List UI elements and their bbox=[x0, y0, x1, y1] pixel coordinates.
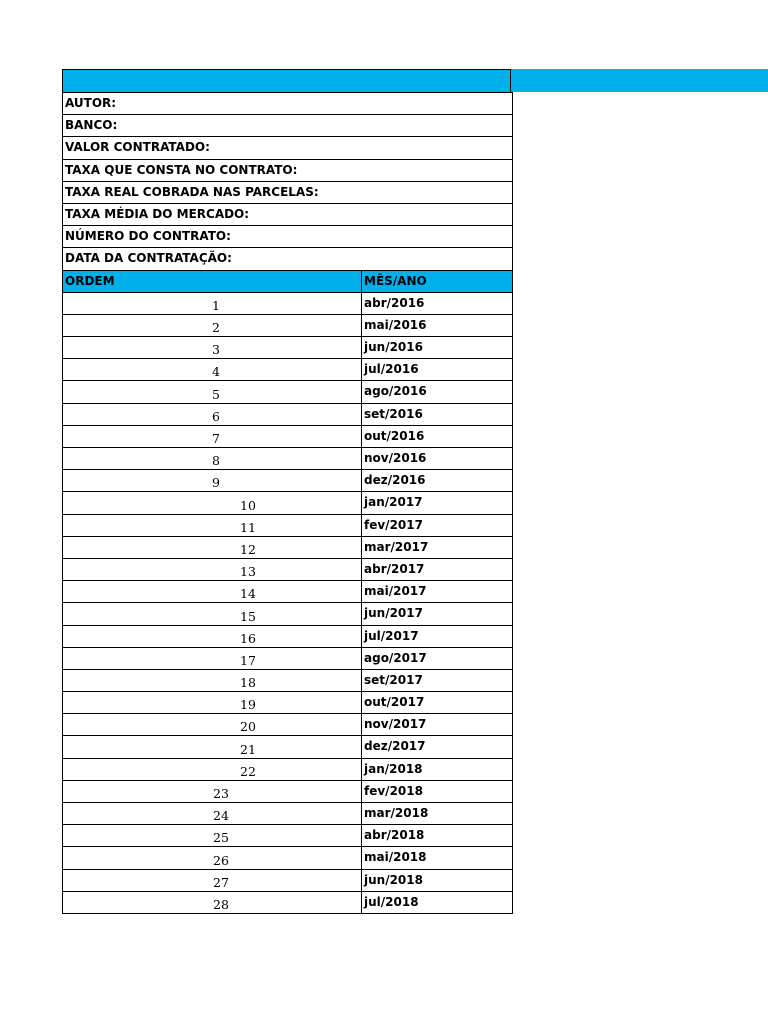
ordem-value: 1 bbox=[212, 297, 220, 313]
ordem-value: 9 bbox=[212, 475, 220, 491]
info-label-data-contratacao[interactable]: DATA DA CONTRATAÇÃO: bbox=[63, 248, 513, 270]
cell-mes-ano[interactable]: out/2016 bbox=[362, 425, 513, 447]
cell-mes-ano[interactable]: mar/2018 bbox=[362, 803, 513, 825]
table-row bbox=[63, 847, 513, 869]
contract-table-body bbox=[63, 93, 513, 914]
cell-ordem[interactable] bbox=[63, 581, 362, 603]
cell-ordem[interactable] bbox=[63, 558, 362, 580]
cell-mes-ano[interactable]: fev/2018 bbox=[362, 780, 513, 802]
cell-ordem[interactable] bbox=[63, 847, 362, 869]
info-label-taxa-media[interactable]: TAXA MÉDIA DO MERCADO: bbox=[63, 203, 513, 225]
info-row-valor bbox=[63, 137, 513, 159]
ordem-value: 16 bbox=[240, 630, 256, 646]
ordem-value: 4 bbox=[212, 364, 220, 380]
cell-ordem[interactable] bbox=[63, 314, 362, 336]
table-row bbox=[63, 514, 513, 536]
cell-ordem[interactable] bbox=[63, 536, 362, 558]
cell-ordem[interactable] bbox=[63, 492, 362, 514]
ordem-value: 23 bbox=[213, 786, 229, 801]
table-row bbox=[63, 448, 513, 470]
ordem-value: 28 bbox=[213, 896, 229, 912]
cell-ordem[interactable] bbox=[63, 803, 362, 825]
table-row bbox=[63, 337, 513, 359]
cell-mes-ano[interactable]: abr/2017 bbox=[362, 558, 513, 580]
table-row bbox=[63, 891, 513, 913]
cell-mes-ano[interactable]: fev/2017 bbox=[362, 514, 513, 536]
table-row bbox=[63, 492, 513, 514]
ordem-value: 11 bbox=[240, 519, 256, 535]
cell-mes-ano[interactable]: jan/2017 bbox=[362, 492, 513, 514]
cell-mes-ano[interactable]: dez/2017 bbox=[362, 736, 513, 758]
info-label-banco[interactable]: BANCO: bbox=[63, 115, 513, 137]
cell-mes-ano[interactable]: abr/2016 bbox=[362, 292, 513, 314]
info-row-taxa-contrato bbox=[63, 159, 513, 181]
table-row bbox=[63, 581, 513, 603]
cell-ordem[interactable] bbox=[63, 359, 362, 381]
cell-ordem[interactable] bbox=[63, 603, 362, 625]
ordem-value: 2 bbox=[212, 320, 220, 336]
cell-mes-ano[interactable]: jun/2018 bbox=[362, 869, 513, 891]
ordem-value: 27 bbox=[213, 874, 229, 890]
ordem-value: 22 bbox=[240, 763, 256, 779]
info-label-taxa-real[interactable]: TAXA REAL COBRADA NAS PARCELAS: bbox=[63, 181, 513, 203]
cell-mes-ano[interactable]: abr/2018 bbox=[362, 825, 513, 847]
table-row bbox=[63, 536, 513, 558]
cell-mes-ano[interactable]: set/2016 bbox=[362, 403, 513, 425]
cell-mes-ano[interactable]: dez/2016 bbox=[362, 470, 513, 492]
table-row bbox=[63, 381, 513, 403]
cell-ordem[interactable] bbox=[63, 714, 362, 736]
table-header-row bbox=[63, 270, 513, 292]
cell-mes-ano[interactable]: jul/2016 bbox=[362, 359, 513, 381]
info-label-autor[interactable]: AUTOR: bbox=[63, 93, 513, 115]
table-row bbox=[63, 647, 513, 669]
cell-mes-ano[interactable]: mai/2016 bbox=[362, 314, 513, 336]
ordem-value: 8 bbox=[212, 453, 220, 469]
table-row bbox=[63, 825, 513, 847]
cell-ordem[interactable] bbox=[63, 292, 362, 314]
ordem-value: 25 bbox=[213, 830, 229, 846]
cell-ordem[interactable] bbox=[63, 780, 362, 802]
table-row bbox=[63, 758, 513, 780]
cell-ordem[interactable] bbox=[63, 625, 362, 647]
cell-ordem[interactable] bbox=[63, 825, 362, 847]
table-row bbox=[63, 403, 513, 425]
info-row-banco bbox=[63, 115, 513, 137]
ordem-value: 21 bbox=[240, 741, 256, 757]
cell-ordem[interactable] bbox=[63, 448, 362, 470]
cell-mes-ano[interactable]: set/2017 bbox=[362, 669, 513, 691]
cell-mes-ano[interactable]: jan/2018 bbox=[362, 758, 513, 780]
table-row bbox=[63, 780, 513, 802]
cell-ordem[interactable] bbox=[63, 337, 362, 359]
table-row bbox=[63, 425, 513, 447]
cell-ordem[interactable] bbox=[63, 470, 362, 492]
ordem-value: 5 bbox=[212, 386, 220, 402]
cell-mes-ano[interactable]: ago/2017 bbox=[362, 647, 513, 669]
cell-ordem[interactable] bbox=[63, 692, 362, 714]
info-row-autor bbox=[63, 93, 513, 115]
ordem-value: 26 bbox=[213, 852, 229, 868]
ordem-value: 15 bbox=[240, 608, 256, 624]
cell-mes-ano[interactable]: jun/2017 bbox=[362, 603, 513, 625]
ordem-value: 19 bbox=[240, 697, 256, 713]
cell-mes-ano[interactable]: nov/2017 bbox=[362, 714, 513, 736]
cell-ordem[interactable] bbox=[63, 869, 362, 891]
cell-ordem[interactable] bbox=[63, 669, 362, 691]
ordem-value: 13 bbox=[240, 564, 256, 580]
cell-ordem[interactable] bbox=[63, 425, 362, 447]
ordem-value: 20 bbox=[240, 719, 256, 735]
ordem-value: 6 bbox=[212, 408, 220, 424]
cell-ordem[interactable] bbox=[63, 736, 362, 758]
table-row bbox=[63, 692, 513, 714]
table-row bbox=[63, 669, 513, 691]
ordem-value: 24 bbox=[213, 808, 229, 824]
ordem-value: 3 bbox=[212, 342, 220, 358]
cell-mes-ano[interactable]: nov/2016 bbox=[362, 448, 513, 470]
ordem-value: 7 bbox=[212, 431, 220, 446]
table-row bbox=[63, 314, 513, 336]
table-row bbox=[63, 292, 513, 314]
table-row bbox=[63, 603, 513, 625]
cell-mes-ano[interactable]: jul/2017 bbox=[362, 625, 513, 647]
info-row-taxa-media bbox=[63, 203, 513, 225]
header-band-border bbox=[62, 69, 511, 92]
cell-ordem[interactable] bbox=[63, 891, 362, 913]
table-row bbox=[63, 359, 513, 381]
ordem-value: 12 bbox=[240, 541, 256, 557]
ordem-value: 14 bbox=[240, 586, 256, 602]
cell-mes-ano[interactable]: ago/2016 bbox=[362, 381, 513, 403]
cell-ordem[interactable] bbox=[63, 381, 362, 403]
table-row bbox=[63, 803, 513, 825]
cell-ordem[interactable] bbox=[63, 403, 362, 425]
contract-table bbox=[62, 92, 513, 914]
ordem-value: 18 bbox=[240, 675, 256, 691]
table-row bbox=[63, 470, 513, 492]
info-label-taxa-contrato[interactable]: TAXA QUE CONSTA NO CONTRATO: bbox=[63, 159, 513, 181]
table-row bbox=[63, 558, 513, 580]
cell-mes-ano[interactable]: mai/2018 bbox=[362, 847, 513, 869]
info-row-numero bbox=[63, 226, 513, 248]
info-row-taxa-real bbox=[63, 181, 513, 203]
info-label-numero-contrato[interactable]: NÚMERO DO CONTRATO: bbox=[63, 226, 513, 248]
cell-mes-ano[interactable]: mai/2017 bbox=[362, 581, 513, 603]
cell-mes-ano[interactable]: mar/2017 bbox=[362, 536, 513, 558]
cell-ordem[interactable] bbox=[63, 514, 362, 536]
ordem-value: 17 bbox=[240, 652, 256, 668]
table-row bbox=[63, 625, 513, 647]
table-row bbox=[63, 736, 513, 758]
column-header-mes-ano[interactable]: MÊS/ANO bbox=[362, 270, 513, 292]
column-header-ordem[interactable]: ORDEM bbox=[63, 270, 362, 292]
cell-ordem[interactable] bbox=[63, 758, 362, 780]
cell-mes-ano[interactable]: jun/2016 bbox=[362, 337, 513, 359]
table-row bbox=[63, 869, 513, 891]
cell-ordem[interactable] bbox=[63, 647, 362, 669]
cell-mes-ano[interactable]: out/2017 bbox=[362, 692, 513, 714]
info-label-valor-contratado[interactable]: VALOR CONTRATADO: bbox=[63, 137, 513, 159]
cell-mes-ano[interactable]: jul/2018 bbox=[362, 891, 513, 913]
ordem-value: 10 bbox=[240, 497, 256, 513]
table-row bbox=[63, 714, 513, 736]
info-row-data bbox=[63, 248, 513, 270]
